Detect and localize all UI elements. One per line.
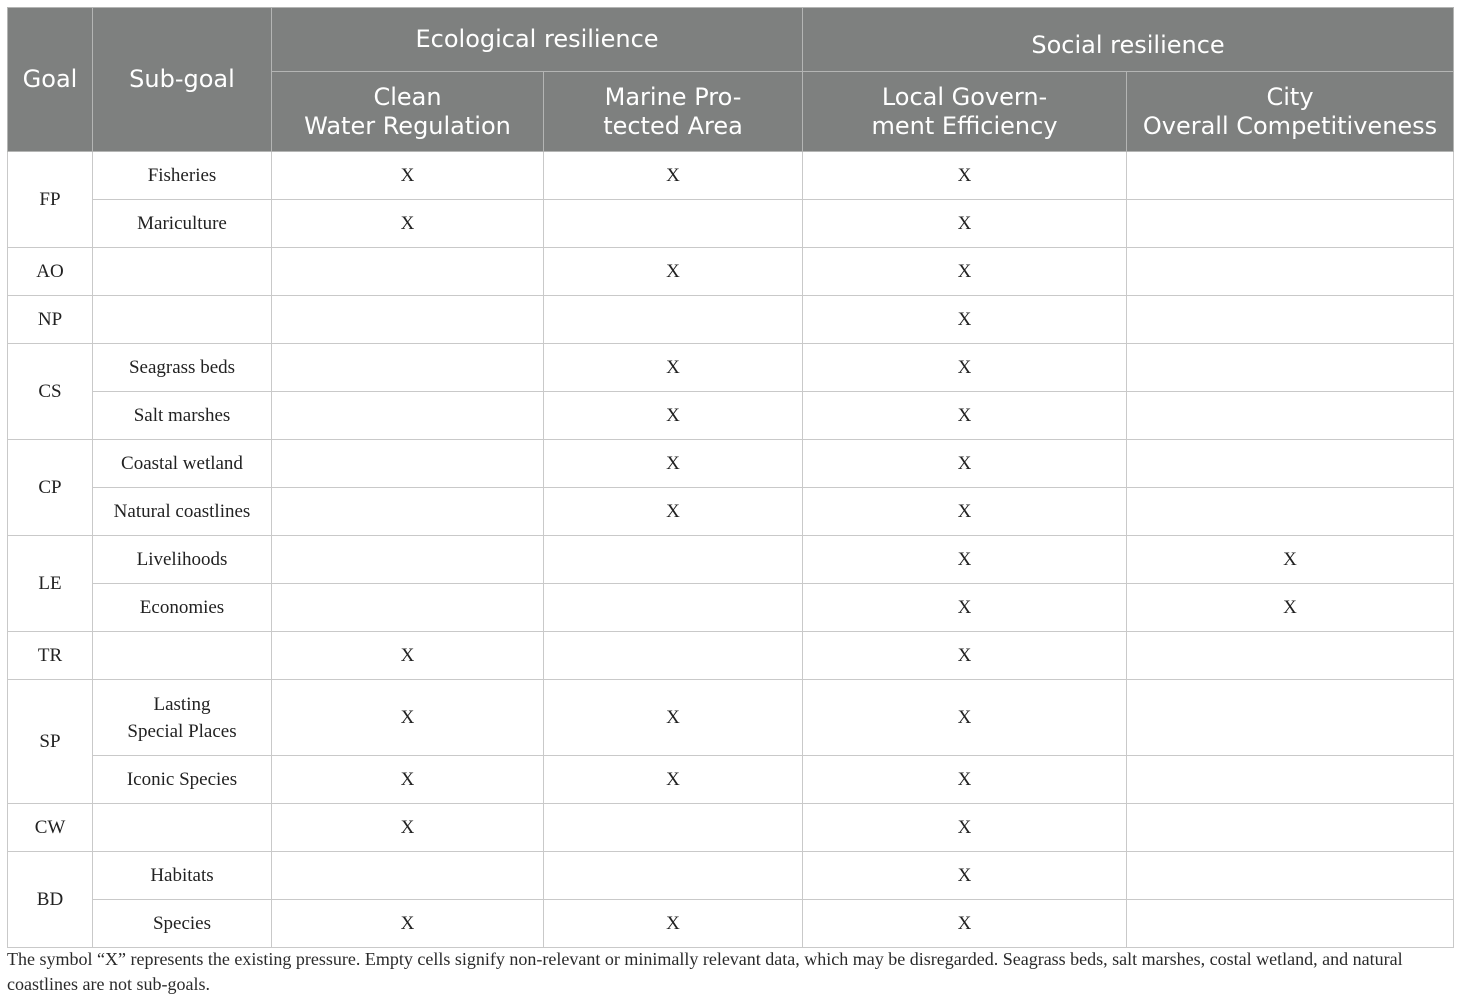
pressure-cell [1127, 296, 1454, 344]
table-row [8, 200, 1454, 248]
header-clean-water-regulation [272, 72, 544, 152]
pressure-cell [1127, 152, 1454, 200]
table-container [7, 7, 1454, 948]
subgoal-line: Lasting [153, 693, 211, 715]
pressure-cell [1127, 900, 1454, 948]
pressure-cell: X [803, 392, 1127, 440]
pressure-cell: X [803, 680, 1127, 756]
goal-cell: SP [8, 680, 93, 804]
pressure-cell: X [803, 344, 1127, 392]
pressure-cell [1127, 632, 1454, 680]
table-row [8, 632, 1454, 680]
pressure-cell [272, 392, 544, 440]
pressure-cell [544, 536, 803, 584]
pressure-cell: X [544, 392, 803, 440]
pressure-cell [272, 536, 544, 584]
pressure-cell [272, 852, 544, 900]
pressure-cell: X [803, 804, 1127, 852]
pressure-cell: X [544, 756, 803, 804]
table-row [8, 152, 1454, 200]
header-local-government-efficiency [803, 72, 1127, 152]
table-row [8, 852, 1454, 900]
subgoal-cell [93, 632, 272, 680]
pressure-cell: X [544, 440, 803, 488]
pressure-cell: X [803, 900, 1127, 948]
pressure-cell [272, 488, 544, 536]
pressure-cell [544, 632, 803, 680]
header-city-overall-competitiveness [1127, 72, 1454, 152]
pressure-matrix-table [7, 7, 1454, 948]
table-row [8, 248, 1454, 296]
subgoal-cell: Fisheries [93, 152, 272, 200]
pressure-cell: X [544, 900, 803, 948]
subgoal-cell: Natural coastlines [93, 488, 272, 536]
table-row [8, 440, 1454, 488]
pressure-cell: X [272, 680, 544, 756]
goal-cell: CP [8, 440, 93, 536]
pressure-cell [272, 584, 544, 632]
header-ecological-resilience: Ecological resilience [272, 8, 803, 72]
table-row [8, 804, 1454, 852]
pressure-cell: X [272, 152, 544, 200]
table-row [8, 900, 1454, 948]
header-line: Local Govern- [881, 82, 1048, 111]
pressure-cell: X [544, 152, 803, 200]
pressure-cell [272, 248, 544, 296]
pressure-cell: X [803, 296, 1127, 344]
pressure-cell [272, 296, 544, 344]
header-line: City [1266, 82, 1314, 111]
pressure-cell: X [803, 584, 1127, 632]
pressure-cell [544, 200, 803, 248]
table-row [8, 488, 1454, 536]
pressure-cell [544, 296, 803, 344]
subgoal-cell: Salt marshes [93, 392, 272, 440]
subgoal-cell: Seagrass beds [93, 344, 272, 392]
header-line: Marine Pro- [604, 82, 742, 111]
pressure-cell [272, 440, 544, 488]
pressure-cell: X [544, 488, 803, 536]
pressure-cell: X [803, 200, 1127, 248]
goal-cell: CW [8, 804, 93, 852]
subgoal-cell: Iconic Species [93, 756, 272, 804]
header-line: Water Regulation [304, 111, 511, 140]
pressure-cell [1127, 852, 1454, 900]
header-line: Clean [373, 82, 442, 111]
goal-cell: CS [8, 344, 93, 440]
pressure-cell: X [803, 440, 1127, 488]
pressure-cell [1127, 804, 1454, 852]
pressure-cell: X [803, 248, 1127, 296]
goal-cell: AO [8, 248, 93, 296]
pressure-cell [1127, 756, 1454, 804]
pressure-cell: X [272, 900, 544, 948]
header-line: ment Efficiency [871, 111, 1058, 140]
table-row [8, 536, 1454, 584]
pressure-cell [544, 852, 803, 900]
pressure-cell: X [272, 804, 544, 852]
table-row [8, 680, 1454, 756]
subgoal-cell: Species [93, 900, 272, 948]
pressure-cell: X [272, 632, 544, 680]
header-subgoal: Sub-goal [93, 8, 272, 152]
pressure-cell: X [1127, 536, 1454, 584]
pressure-cell: X [803, 152, 1127, 200]
pressure-cell: X [803, 852, 1127, 900]
goal-cell: NP [8, 296, 93, 344]
pressure-cell: X [1127, 584, 1454, 632]
pressure-cell: X [544, 680, 803, 756]
pressure-cell [1127, 488, 1454, 536]
pressure-cell: X [803, 632, 1127, 680]
pressure-cell [1127, 680, 1454, 756]
subgoal-cell: Habitats [93, 852, 272, 900]
goal-cell: FP [8, 152, 93, 248]
header-line: Overall Competitiveness [1142, 111, 1438, 140]
table-row [8, 296, 1454, 344]
pressure-cell: X [272, 756, 544, 804]
pressure-cell [1127, 200, 1454, 248]
pressure-cell [1127, 344, 1454, 392]
table-row [8, 344, 1454, 392]
header-social-resilience: Social resilience [803, 8, 1454, 72]
pressure-cell: X [272, 200, 544, 248]
table-row [8, 392, 1454, 440]
subgoal-cell [93, 680, 272, 756]
table-row [8, 584, 1454, 632]
goal-cell: LE [8, 536, 93, 632]
pressure-cell [1127, 248, 1454, 296]
header-goal: Goal [8, 8, 93, 152]
pressure-cell [544, 584, 803, 632]
subgoal-cell: Coastal wetland [93, 440, 272, 488]
goal-cell: BD [8, 852, 93, 948]
pressure-cell: X [803, 488, 1127, 536]
header-marine-protected-area [544, 72, 803, 152]
pressure-cell [1127, 392, 1454, 440]
pressure-cell [544, 804, 803, 852]
header-line: tected Area [603, 111, 743, 140]
pressure-cell: X [544, 344, 803, 392]
pressure-cell: X [803, 536, 1127, 584]
pressure-cell: X [803, 756, 1127, 804]
goal-cell: TR [8, 632, 93, 680]
pressure-cell: X [544, 248, 803, 296]
subgoal-cell: Livelihoods [93, 536, 272, 584]
subgoal-cell: Mariculture [93, 200, 272, 248]
subgoal-cell: Economies [93, 584, 272, 632]
subgoal-cell [93, 248, 272, 296]
subgoal-cell [93, 804, 272, 852]
pressure-cell [1127, 440, 1454, 488]
table-footnote: The symbol “X” represents the existing pressure. Empty cells signify non-relevant or minimally relevant data, which may be disregarded. Seagrass beds, salt marshes, costal wetland, and natural coastlines are not sub-goals. [7, 949, 1403, 994]
subgoal-line: Special Places [127, 720, 237, 742]
pressure-cell [272, 344, 544, 392]
subgoal-cell [93, 296, 272, 344]
table-row [8, 756, 1454, 804]
